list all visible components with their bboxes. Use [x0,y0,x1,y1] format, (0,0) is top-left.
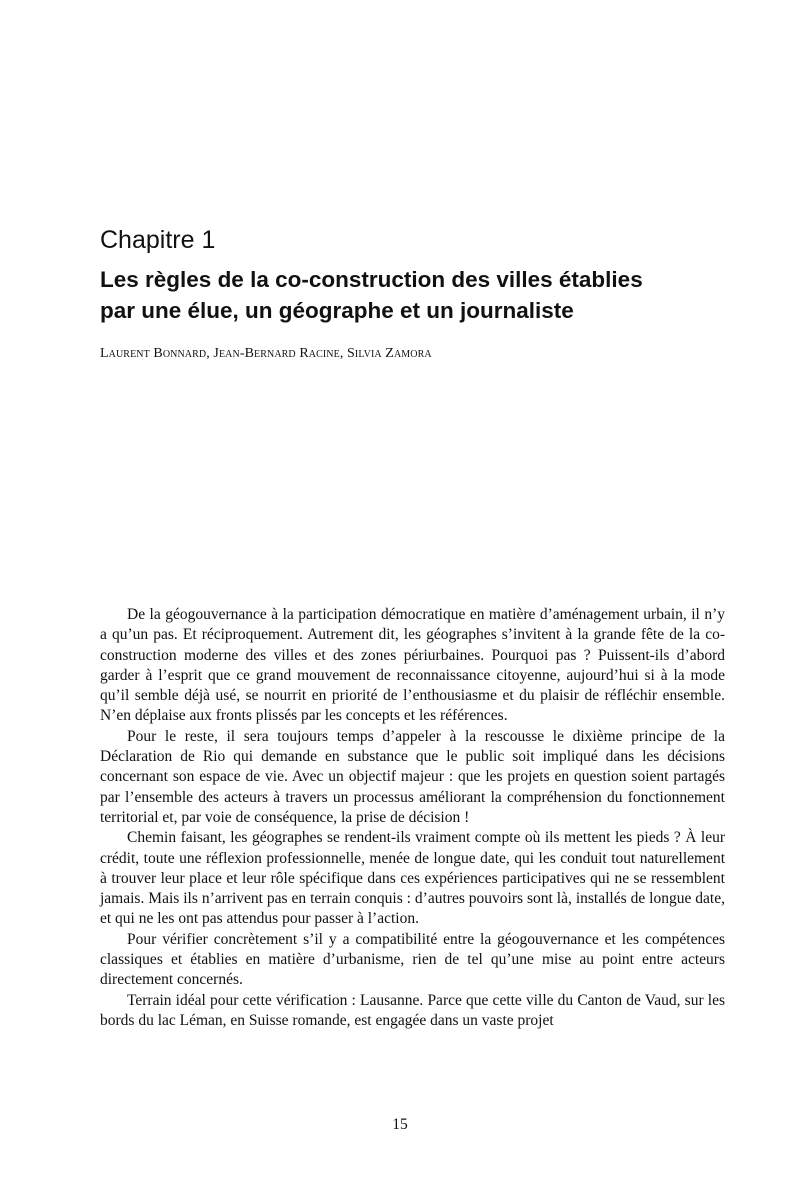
paragraph: Pour vérifier concrètement s’il y a compatibilité entre la géogouvernance et les compétences classiques et établies en matière d’urbanisme, rien de tel qu’une mise au point entre acteurs directement concernés. [100,930,725,989]
paragraph: De la géogouvernance à la participation démocratique en matière d’aménagement urbain, il n’y a qu’un pas. Et réciproquement. Autrement dit, les géographes s’invitent à la grande fête de la co-construction moderne des villes et des zones périurbaines. Pourquoi pas ? Puissent-ils d’abord garder à l’esprit que ce grand mouvement de reconnaissance citoyenne, aujourd’hui si à la mode qu’il semble déjà usé, se nourrit en priorité de l’enthousiasme et du plaisir de réfléchir ensemble. N’en déplaise aux fronts plissés par les concepts et les références. [100,606,725,725]
chapter-title-line-1: Les règles de la co-construction des villes établies [100,267,643,292]
chapter-title [100,264,740,326]
paragraph: Chemin faisant, les géographes se rendent-ils vraiment compte où ils mettent les pieds ? À leur crédit, toute une réflexion professionnelle, menée de longue date, qui les conduit tout naturellement à trouver leur place et leur rôle spécifique dans ces expériences participatives qui ne se ressemblent jamais. Mais ils n’arrivent pas en terrain conquis : d’autres pouvoirs sont là, installés de longue date, et qui ne les ont pas attendus pour passer à l’action. [100,829,725,928]
paragraph: Terrain idéal pour cette vérification : Lausanne. Parce que cette ville du Canton de Vaud, sur les bords du lac Léman, en Suisse romande, est engagée dans un vaste projet [100,991,725,1029]
chapter-title-line-2: par une élue, un géographe et un journaliste [100,298,574,323]
chapter-label: Chapitre 1 [100,226,216,254]
body-text [100,605,725,1031]
chapter-authors: Laurent Bonnard, Jean-Bernard Racine, Silvia Zamora [100,346,432,361]
page-number: 15 [392,1116,408,1133]
paragraph: Pour le reste, il sera toujours temps d’appeler à la rescousse le dixième principe de la Déclaration de Rio qui demande en substance que le public soit impliqué dans les décisions concernant son espace de vie. Avec un objectif majeur : que les projets en question soient partagés par l’ensemble des acteurs à travers un processus améliorant la compréhension du fonctionnement territorial et, par voie de conséquence, la prise de décision ! [100,727,725,826]
